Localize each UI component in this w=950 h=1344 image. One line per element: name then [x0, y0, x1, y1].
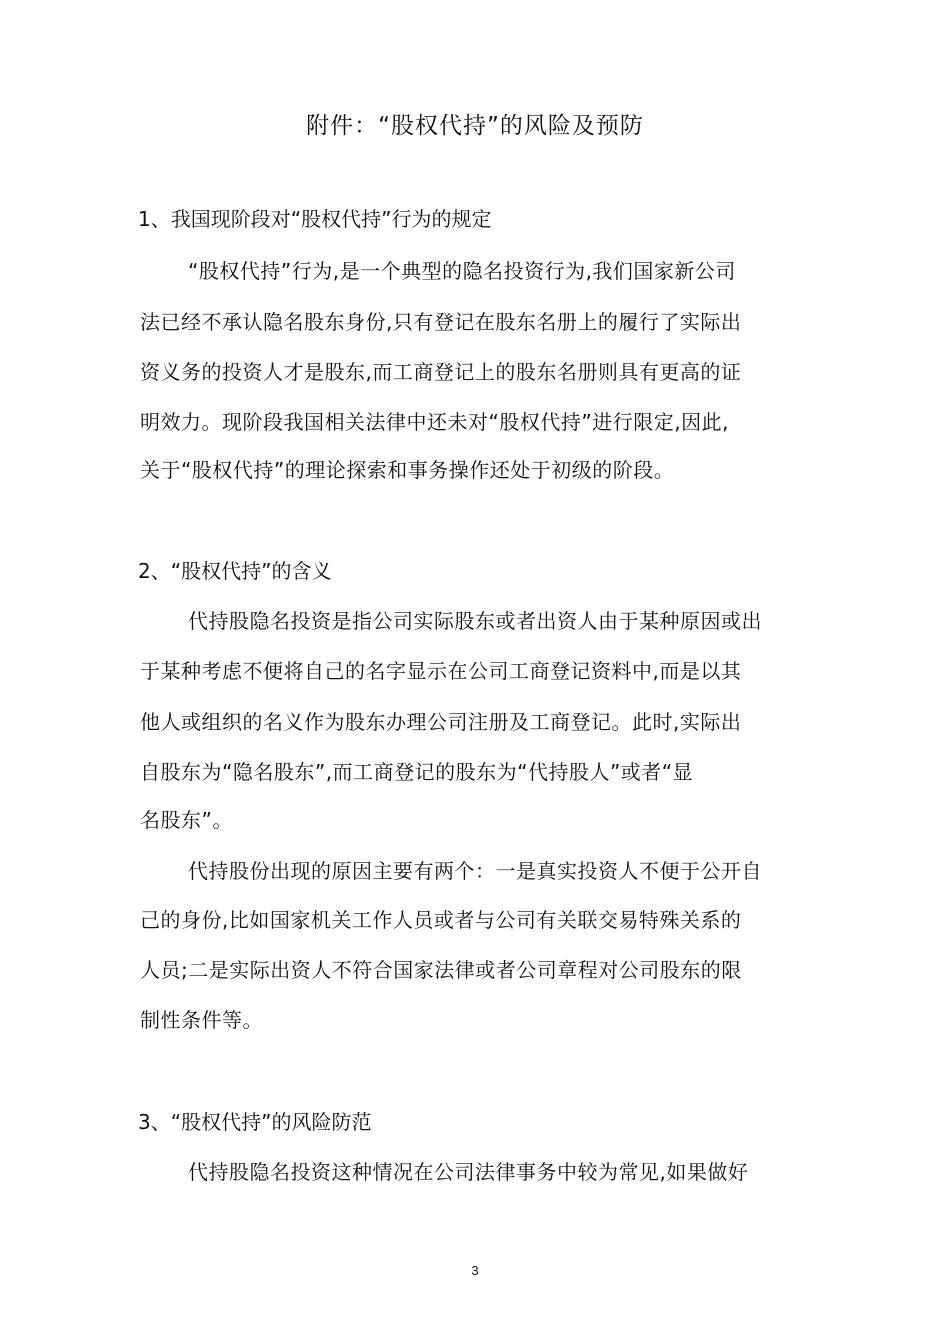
- paragraph-line: 明效力。现阶段我国相关法律中还未对“股权代持”进行限定,因此,: [140, 410, 729, 434]
- section-heading-1: 1、我国现阶段对“股权代持”行为的规定: [138, 207, 492, 231]
- paragraph-line: 代持股隐名投资是指公司实际股东或者出资人由于某种原因或出: [188, 609, 762, 633]
- paragraph-line: 法已经不承认隐名股东身份,只有登记在股东名册上的履行了实际出: [140, 310, 742, 334]
- paragraph-line: 资义务的投资人才是股东,而工商登记上的股东名册则具有更高的证: [140, 360, 742, 384]
- paragraph-line: 名股东”。: [140, 808, 233, 832]
- paragraph-line: 人员;二是实际出资人不符合国家法律或者公司章程对公司股东的限: [140, 958, 742, 982]
- document-title: 附件：“股权代持”的风险及预防: [306, 113, 644, 139]
- paragraph-line: 他人或组织的名义作为股东办理公司注册及工商登记。此时,实际出: [140, 710, 742, 734]
- paragraph-line: “股权代持”行为,是一个典型的隐名投资行为,我们国家新公司: [188, 259, 736, 283]
- paragraph-line: 关于“股权代持”的理论探索和事务操作还处于初级的阶段。: [140, 458, 675, 482]
- page-number: 3: [471, 1263, 479, 1278]
- section-heading-3: 3、“股权代持”的风险防范: [138, 1110, 372, 1134]
- paragraph-line: 己的身份,比如国家机关工作人员或者与公司有关联交易特殊关系的: [140, 908, 742, 932]
- paragraph-line: 于某种考虑不便将自己的名字显示在公司工商登记资料中,而是以其: [140, 659, 742, 683]
- section-heading-2: 2、“股权代持”的含义: [138, 559, 332, 583]
- paragraph-line: 制性条件等。: [140, 1008, 263, 1032]
- paragraph-line: 代持股隐名投资这种情况在公司法律事务中较为常见,如果做好: [188, 1160, 749, 1184]
- paragraph-line: 自股东为“隐名股东”,而工商登记的股东为“代持股人”或者“显: [140, 760, 694, 784]
- paragraph-line: 代持股份出现的原因主要有两个：一是真实投资人不便于公开自: [188, 859, 762, 883]
